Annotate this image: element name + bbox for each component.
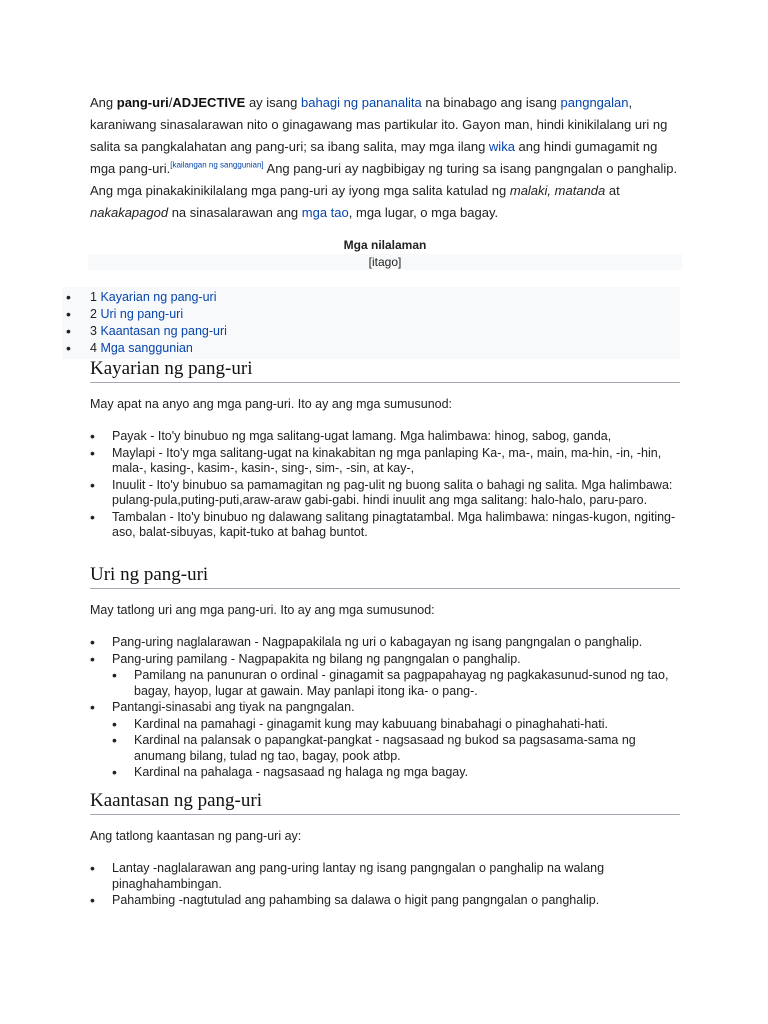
intro-text: /	[168, 95, 173, 110]
toc-item[interactable]	[62, 289, 680, 306]
term-pang-uri: pang-uri	[116, 95, 169, 110]
toc-item[interactable]	[62, 306, 680, 323]
intro-text: na sinasalarawan ang	[168, 205, 302, 220]
section-heading: Uri ng pang-uri	[90, 564, 680, 589]
list-item: • Pahambing -nagtutulad ang pahambing sa dalawa o higit pang pangngalan o panghalip.	[90, 893, 680, 909]
toc-link-kaantasan[interactable]: Kaantasan ng pang-uri	[100, 324, 227, 338]
toc-number: 1	[90, 290, 97, 304]
intro-text: , karaniwang sinasalarawan nito o ginagawang mas partikular ito. Gayon man, hindi kinikilalang uri ng salita sa pangkalahatan ang pang-uri; sa ibang salita, may mga ilang	[90, 95, 668, 154]
citation-needed-link[interactable]: [kailangan ng sanggunian]	[170, 160, 264, 170]
list-item: • Lantay -naglalarawan ang pang-uring lantay ng isang pangngalan o panghalip na walang pinaghahambingan.	[90, 861, 680, 892]
section-lead: May apat na anyo ang mga pang-uri. Ito ay ang mga sumusunod:	[90, 397, 453, 411]
toc-link-kayarian[interactable]: Kayarian ng pang-uri	[100, 290, 217, 304]
list-item: • Pang-uring naglalarawan - Nagpapakilala ng uri o kabagayan ng isang pangngalan o panghalip.	[90, 635, 680, 651]
section-heading: Kaantasan ng pang-uri	[90, 790, 680, 815]
list-item: • Tambalan - Ito'y binubuo ng dalawang salitang pinagtatambal. Mga halimbawa: ningas-kugon, ngiting-aso, balat-sibuyas, kapit-tuko at bahag buntot.	[90, 510, 680, 541]
section-lead: Ang tatlong kaantasan ng pang-uri ay:	[90, 829, 302, 843]
link-wika[interactable]: wika	[488, 139, 515, 154]
toc-link-sanggunian[interactable]: Mga sanggunian	[100, 341, 193, 355]
toc-number: 4	[90, 341, 97, 355]
section-uri	[90, 564, 680, 782]
toc-toggle[interactable]: [itago]	[88, 254, 682, 270]
intro-text: ang hindi gumagamit ng mga pang-uri.	[90, 139, 658, 176]
intro-text: ay isang	[245, 95, 301, 110]
list-item: • Kardinal na palansak o papangkat-pangkat - nagsasaad ng bukod sa pagsasama-sama ng anumang bilang, tulad ng tao, bagay, pook atbp.	[112, 733, 680, 764]
toc-title: Mga nilalaman	[343, 238, 427, 252]
example-words: malaki, matanda	[509, 183, 606, 198]
intro-text: , mga lugar, o mga bagay.	[348, 205, 499, 220]
list-item: • Inuulit - Ito'y binubuo sa pamamagitan ng pag-ulit ng buong salita o bahagi ng salita. Mga halimbawa: pulang-pula,puting-puti,araw-araw gabi-gabi. hindi inuulit ang mga salitang: halo-halo, paru-paro.	[90, 478, 680, 509]
table-of-contents	[62, 287, 680, 359]
toc-number: 3	[90, 324, 97, 338]
toc-number: 2	[90, 307, 97, 321]
intro-text: at	[605, 183, 620, 198]
list-item: • Pamilang na panunuran o ordinal - ginagamit sa pagpapahayag ng pagkakasunud-sunod ng tao, bagay, hayop, lugar at gawain. May panlapi itong ika- o pang-.	[112, 668, 680, 699]
list-item: • Kardinal na pahalaga - nagsasaad ng halaga ng mga bagay.	[112, 765, 680, 781]
section-kaantasan	[90, 790, 680, 910]
intro-text: na binabago ang isang	[421, 95, 561, 110]
intro-text: Ang pang-uri ay nagbibigay ng turing sa isang pangngalan o panghalip. Ang mga pinakakinikilalang mga pang-uri ay iyong mga salita katulad ng	[90, 161, 678, 198]
bullet-list	[90, 635, 680, 781]
sub-list	[112, 668, 680, 699]
bullet-list	[90, 429, 680, 541]
list-item: • Maylapi - Ito'y mga salitang-ugat na kinakabitan ng mga panlaping Ka-, ma-, main, ma-hin, -in, -hin, mala-, kasing-, kasim-, kasin-, sing-, sim-, -sin, at kay-,	[90, 446, 680, 477]
section-lead: May tatlong uri ang mga pang-uri. Ito ay ang mga sumusunod:	[90, 603, 435, 617]
list-item	[90, 652, 680, 700]
section-heading: Kayarian ng pang-uri	[90, 358, 680, 383]
link-pangngalan[interactable]: pangngalan	[560, 95, 629, 110]
example-word: nakakapagod	[90, 205, 169, 220]
link-mga-tao[interactable]: mga tao	[301, 205, 349, 220]
list-item-text: Pantangi-sinasabi ang tiyak na pangngalan.	[112, 700, 355, 714]
section-kayarian	[90, 358, 680, 542]
bullet-list	[90, 861, 680, 909]
toc-item[interactable]	[62, 340, 680, 357]
list-item: • Kardinal na pamahagi - ginagamit kung may kabuuang binabahagi o pinaghahati-hati.	[112, 717, 680, 733]
sub-list	[112, 717, 680, 781]
list-item	[90, 700, 680, 781]
link-bahagi-ng-pananalita[interactable]: bahagi ng pananalita	[301, 95, 422, 110]
article-intro	[90, 92, 680, 270]
term-adjective: ADJECTIVE	[172, 95, 246, 110]
intro-text: Ang	[90, 95, 117, 110]
toc-item[interactable]	[62, 323, 680, 340]
intro-paragraph	[90, 92, 680, 224]
list-item: • Payak - Ito'y binubuo ng mga salitang-ugat lamang. Mga halimbawa: hinog, sabog, ganda,	[90, 429, 680, 445]
list-item-text: Pang-uring pamilang - Nagpapakita ng bilang ng pangngalan o panghalip.	[112, 651, 521, 666]
toc-link-uri[interactable]: Uri ng pang-uri	[100, 307, 184, 321]
